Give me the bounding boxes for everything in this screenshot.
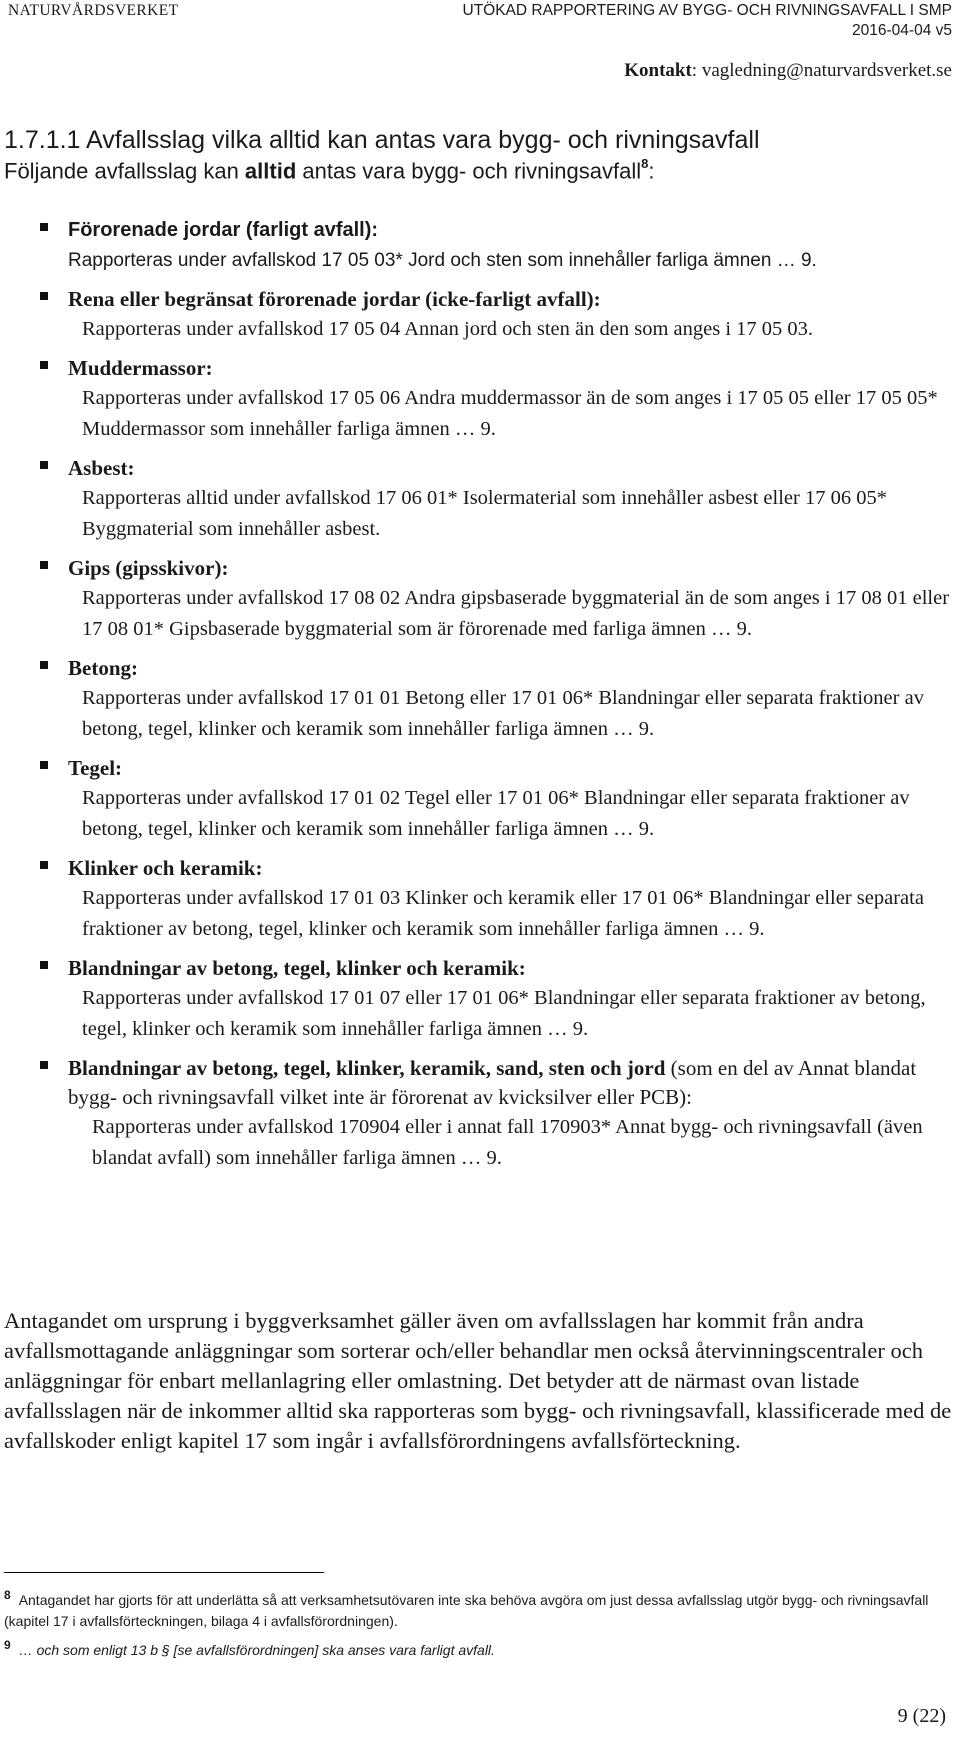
item-title: Betong: (68, 656, 138, 680)
footnote-text: Antagandet har gjorts för att underlätta så att verksamhetsutövaren inte ska behöva avgöra om just dessa avfallsslag utgör bygg- och rivningsavfall (kapitel 17 i avfallsförteckningen, bilaga 4 i avfallsförordningen). (4, 1592, 929, 1629)
last-item-title-bold: Blandningar av betong, tegel, klinker, keramik, sand, sten och jord (68, 1056, 666, 1080)
footnote-ref-8[interactable]: 8 (641, 156, 649, 171)
item-text: Rapporteras alltid under avfallskod 17 06 01* Isolermaterial som innehåller asbest eller 17 06 05* Byggmaterial som innehåller asbest. (82, 487, 887, 540)
footnote-9 (4, 1640, 495, 1661)
item-title: Förorenade jordar (farligt avfall): (68, 219, 379, 241)
section-heading: 1.7.1.1 Avfallsslag vilka alltid kan antas vara bygg- och rivningsavfall (4, 126, 760, 154)
item-text: Rapporteras under avfallskod 17 01 02 Tegel eller 17 01 06* Blandningar eller separata fraktioner av betong, tegel, klinker och keramik som innehåller farliga ämnen … 9. (82, 787, 910, 840)
item-title: Muddermassor: (68, 356, 213, 380)
list-item (0, 454, 960, 545)
item-text: Rapporteras under avfallskod 17 01 03 Klinker och keramik eller 17 01 06* Blandningar eller separata fraktioner av betong, tegel, klinker och keramik som innehåller farliga ämnen … 9. (82, 887, 924, 940)
list-item (0, 285, 960, 345)
bullet-icon (40, 861, 48, 869)
footnote-8 (4, 1590, 954, 1631)
bullet-icon (40, 961, 48, 969)
item-text: Rapporteras under avfallskod 17 01 01 Betong eller 17 01 06* Blandningar eller separata fraktioner av betong, tegel, klinker och keramik som innehåller farliga ämnen … 9. (82, 687, 924, 740)
header-org: NATURVÅRDSVERKET (8, 2, 179, 19)
header-date: 2016-04-04 v5 (852, 22, 952, 39)
contact-email[interactable]: : vagledning@naturvardsverket.se (691, 60, 952, 81)
item-title: Tegel: (68, 756, 123, 780)
item-text: Rapporteras under avfallskod 170904 eller i annat fall 170903* Annat bygg- och rivningsavfall (även blandat avfall) som innehåller farliga ämnen … 9. (92, 1116, 923, 1169)
intro-post: antas vara bygg- och rivningsavfall (296, 158, 642, 184)
intro-pre: Följande avfallsslag kan (4, 158, 245, 184)
waste-type-list (0, 216, 960, 1183)
intro-colon: : (648, 158, 655, 184)
header-contact (624, 60, 952, 82)
body-paragraph: Antagandet om ursprung i byggverksamhet gäller även om avfallsslagen har kommit från andra avfallsmottagande anläggningar som sorterar och/eller behandlar men också återvinningscentraler och anläggningar för enbart mellanlagring eller omlastning. Det betyder att de närmast ovan listade avfallsslagen när de inkommer alltid ska rapporteras som bygg- och rivningsavfall, klassificerade med de avfallskoder enligt kapitel 17 som ingår i avfallsförordningens avfallsförteckning. (4, 1308, 952, 1453)
list-item (0, 754, 960, 845)
bullet-icon (40, 223, 48, 231)
list-item (0, 1054, 960, 1174)
list-item (0, 554, 960, 645)
item-title (68, 1054, 960, 1112)
header-title: UTÖKAD RAPPORTERING AV BYGG- OCH RIVNINGSAVFALL I SMP (462, 2, 952, 19)
item-text: Rapporteras under avfallskod 17 08 02 Andra gipsbaserade byggmaterial än de som anges i 17 08 01 eller 17 08 01* Gipsbaserade byggmaterial som är förorenade med farliga ämnen … 9. (82, 587, 950, 640)
item-title: Blandningar av betong, tegel, klinker och keramik: (68, 956, 526, 980)
list-item (0, 854, 960, 945)
footnote-number: 8 (4, 1588, 11, 1602)
footnote-text: … och som enligt 13 b § [se avfallsförordningen] ska anses vara farligt avfall. (18, 1642, 495, 1658)
contact-label: Kontakt (624, 60, 692, 81)
item-text: Rapporteras under avfallskod 17 05 06 Andra muddermassor än de som anges i 17 05 05 eller 17 05 05* Muddermassor som innehåller farliga ämnen … 9. (82, 387, 938, 440)
item-title: Rena eller begränsat förorenade jordar (icke-farligt avfall): (68, 287, 601, 311)
section-intro (4, 158, 654, 184)
bullet-icon (40, 292, 48, 300)
bullet-icon (40, 361, 48, 369)
list-item (0, 654, 960, 745)
footnote-number: 9 (4, 1638, 11, 1652)
intro-bold: alltid (244, 158, 297, 184)
item-text: Rapporteras under avfallskod 17 05 03* Jord och sten som innehåller farliga ämnen … 9. (68, 250, 817, 271)
bullet-icon (40, 461, 48, 469)
bullet-icon (40, 761, 48, 769)
item-title: Gips (gipsskivor): (68, 556, 229, 580)
footnote-divider (4, 1572, 324, 1573)
bullet-icon (40, 561, 48, 569)
last-item-title-rest: (som en del av Annat blandat bygg- och rivningsavfall vilket inte är förorenat av kvicksilver eller PCB): (68, 1056, 917, 1109)
bullet-icon (40, 661, 48, 669)
list-item (0, 216, 960, 276)
item-text: Rapporteras under avfallskod 17 01 07 eller 17 01 06* Blandningar eller separata fraktioner av betong, tegel, klinker och keramik som innehåller farliga ämnen … 9. (82, 987, 926, 1040)
item-title: Klinker och keramik: (68, 856, 263, 880)
list-item (0, 354, 960, 445)
item-title: Asbest: (68, 456, 135, 480)
list-item (0, 954, 960, 1045)
page-number: 9 (22) (897, 1705, 946, 1727)
item-text: Rapporteras under avfallskod 17 05 04 Annan jord och sten än den som anges i 17 05 03. (82, 318, 814, 340)
bullet-icon (40, 1061, 48, 1069)
